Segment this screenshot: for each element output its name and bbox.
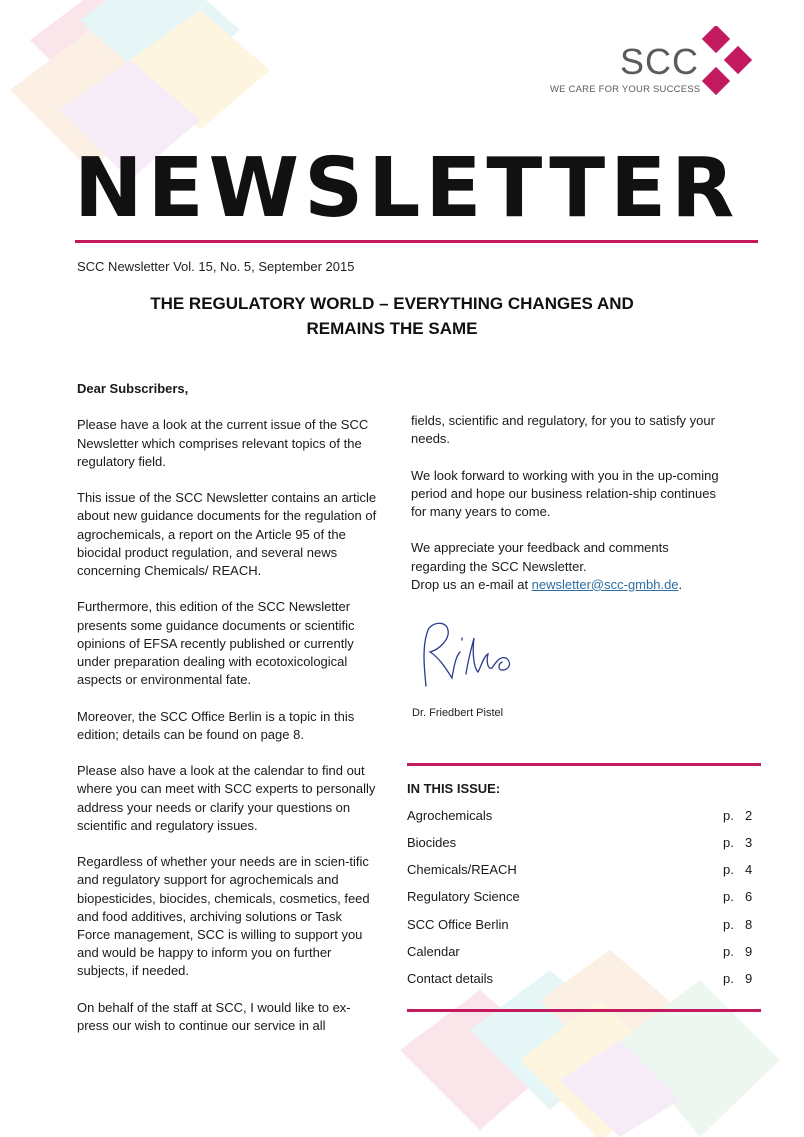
feedback-suffix: .	[678, 576, 683, 592]
toc-page-number: 9	[745, 944, 753, 959]
signer-name: Dr. Friedbert Pistel	[412, 707, 504, 719]
letter-paragraph: Furthermore, this edition of the SCC Newsletter presents some guidance documents or scientific opinions of EFSA recently published or currently under preparation dealing with ecotoxicological aspects or environmental fate.	[77, 599, 355, 688]
letter-paragraph: Regardless of whether your needs are in scien-tific and regulatory support for agrochemicals and biopesticides, biocides, chemicals, cosmetics, feed and food additives, archiving solutions or Task Force management, SCC is willing to support you and would be happy to inform you on further subjects, if needed.	[77, 854, 370, 979]
letter-paragraph: This issue of the SCC Newsletter contains an article about new guidance documents for the regulation of agrochemicals, a report on the Article 95 of the biocidal product regulation, and several news concerning Chemicals/ REACH.	[77, 490, 377, 578]
headline	[100, 291, 684, 341]
masthead-divider	[75, 240, 758, 243]
toc-item	[407, 835, 761, 855]
toc-page-number: 9	[745, 971, 753, 986]
newsletter-email-link[interactable]: newsletter@scc-gmbh.de	[531, 576, 679, 592]
toc-item	[407, 917, 761, 937]
letter-paragraph: fields, scientific and regulatory, for you to satisfy your needs.	[411, 413, 715, 447]
toc-item-label: Regulatory Science	[407, 889, 520, 904]
toc-page-number: 6	[745, 889, 753, 904]
toc-bottom-divider	[407, 1009, 761, 1012]
letter-left-column	[77, 380, 377, 1053]
toc-page-prefix: p.	[723, 835, 734, 850]
toc-heading: IN THIS ISSUE:	[407, 781, 501, 796]
issue-info: SCC Newsletter Vol. 15, No. 5, September 2015	[77, 259, 355, 274]
toc-item-label: Biocides	[407, 835, 457, 850]
feedback-paragraph	[411, 539, 721, 594]
toc-page-number: 4	[745, 862, 753, 877]
handwritten-signature-icon	[412, 616, 524, 696]
toc-page-number: 8	[745, 917, 753, 932]
letter-paragraph: Please have a look at the current issue of the SCC Newsletter which comprises relevant topics of the regulatory field.	[77, 417, 369, 469]
feedback-prefix: Drop us an e-mail at	[411, 576, 532, 592]
toc-item	[407, 862, 761, 882]
toc-page-prefix: p.	[723, 917, 734, 932]
letter-paragraph: Moreover, the SCC Office Berlin is a topic in this edition; details can be found on page 8.	[77, 708, 355, 742]
salutation: Dear Subscribers,	[77, 381, 189, 396]
toc-item	[407, 944, 761, 964]
toc-page-prefix: p.	[723, 808, 734, 823]
headline-line-1: THE REGULATORY WORLD – EVERYTHING CHANGES AND	[150, 294, 634, 313]
toc-top-divider	[407, 763, 761, 766]
toc-item-label: Chemicals/REACH	[407, 862, 517, 877]
letter-paragraph: On behalf of the staff at SCC, I would like to ex-press our wish to continue our service in all	[77, 999, 351, 1033]
logo-wordmark: SCC	[620, 41, 700, 82]
toc-item-label: Contact details	[407, 971, 493, 986]
letter-right-column	[411, 412, 721, 612]
toc-page-prefix: p.	[723, 862, 734, 877]
logo-tagline: WE CARE FOR YOUR SUCCESS	[550, 84, 701, 95]
toc-page-prefix: p.	[723, 944, 734, 959]
toc-page-prefix: p.	[723, 971, 734, 986]
toc-item	[407, 808, 761, 828]
letter-paragraph: We look forward to working with you in the up-coming period and hope our business relation-ship continues for many years to come.	[411, 467, 719, 519]
toc-item-label: Calendar	[407, 944, 460, 959]
toc-item-label: SCC Office Berlin	[407, 917, 509, 932]
letter-paragraph: Please also have a look at the calendar to find out where you can meet with SCC experts to personally address your needs or clarify your questions on scientific and regulatory issues.	[77, 763, 376, 833]
toc-page-number: 3	[745, 835, 753, 850]
toc-item	[407, 971, 761, 991]
newsletter-masthead: NEWSLETTER	[74, 141, 740, 236]
feedback-text: We appreciate your feedback and comments regarding the SCC Newsletter.	[411, 540, 669, 574]
toc-item-label: Agrochemicals	[407, 808, 493, 823]
logo-diamond-mark-icon	[698, 26, 760, 110]
scc-logo	[548, 26, 760, 110]
toc-item	[407, 889, 761, 909]
toc-page-prefix: p.	[723, 889, 734, 904]
headline-line-2: REMAINS THE SAME	[306, 319, 478, 338]
toc-page-number: 2	[745, 808, 753, 823]
